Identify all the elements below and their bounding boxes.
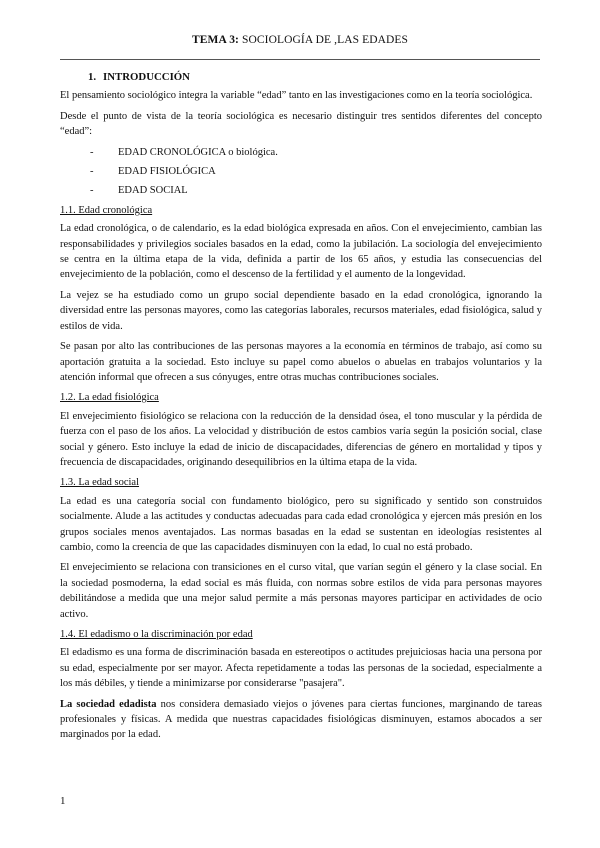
age-types-list	[60, 145, 542, 199]
paragraph: La edad cronológica, o de calendario, es la edad biológica expresada en años. Con el envejecimiento, cambian las responsabilidades y privilegios sociales basados en la edad, como la jubilación. La sociología del envejecimiento se centra en la última etapa de la vida, definida a partir de los 65 años, y estudia las consecuencias del envejecimiento de la población, como el descenso de la fertilidad y el aumento de la longevidad.	[60, 223, 542, 281]
subsection-heading-edad-cronologica: 1.1. Edad cronológica	[60, 204, 153, 216]
paragraph: La vejez se ha estudiado como un grupo social dependiente basado en la edad cronológica, ignorando la diversidad entre las personas mayores, como las categorías laborales, recursos materiales, edad fisiológica, salud y estilos de vida.	[60, 289, 542, 332]
subsection-heading-edad-social: 1.3. La edad social	[60, 477, 140, 489]
paragraph: El envejecimiento fisiológico se relaciona con la reducción de la densidad ósea, el tono muscular y la pérdida de fuerza con el paso de los años. La velocidad y distribución de estos cambios varía según la posición social, clase social y género. Esto incluye la edad de inicio de discapacidades, diferencias de género en mortalidad y tipos y frecuencia de discapacidades, originando desequilibrios en la última etapa de la vida.	[60, 410, 542, 468]
header-topic-title: SOCIOLOGÍA DE ,LAS EDADES	[239, 34, 409, 46]
bold-term: La sociedad edadista	[60, 698, 157, 710]
list-dash: -	[90, 166, 94, 178]
page-number: 1	[60, 795, 66, 807]
paragraph-text: nos considera demasiado viejos o jóvenes para ciertas funciones, marginando de tareas profesionales y físicas. A medida que nuestras capacidades fisiológicas disminuyen, estamos abocados a ser marginados por la edad.	[60, 698, 543, 741]
header-topic-number: TEMA 3:	[191, 34, 239, 46]
list-item	[60, 164, 542, 179]
list-dash: -	[90, 185, 94, 197]
section-heading-introduccion	[88, 70, 542, 85]
paragraph: Desde el punto de vista de la teoría sociológica es necesario distinguir tres sentidos diferentes del concepto “edad”:	[60, 110, 542, 138]
subsection-heading-edad-fisiologica: 1.2. La edad fisiológica	[60, 392, 159, 404]
paragraph: El envejecimiento se relaciona con transiciones en el curso vital, que varían según el género y la clase social. En la sociedad posmoderna, la edad social es más fluida, con normas sobre estilos de vida para personas mayores debilitándose a medida que una mejor salud permite a más personas mayores participar en actividades de ocio activo.	[60, 562, 542, 620]
section-number: 1.	[88, 71, 97, 83]
paragraph: La edad es una categoría social con fundamento biológico, pero su significado y sentido son construidos socialmente. Alude a las actitudes y conductas adecuadas para cada edad cronológica y ejercen más presión en los grupos sociales menos aventajados. Las normas basadas en la edad se sustentan en ideologías resistentes al cambio, como la creencia de que las capacidades disminuyen con la edad, lo cual no está probado.	[60, 495, 542, 553]
paragraph: El edadismo es una forma de discriminación basada en estereotipos o actitudes prejuiciosas hacia una persona por su edad, especialmente por ser mayor. Afecta repetidamente a todas las personas de la sociedad, especialmente a los más débiles, y tiende a minimizarse por considerarse "pasajera".	[60, 647, 542, 690]
subsection-heading-edadismo: 1.4. El edadismo o la discriminación por edad	[60, 629, 253, 640]
page-header	[0, 34, 600, 46]
list-item	[60, 145, 542, 160]
list-item-text: EDAD SOCIAL	[118, 185, 188, 197]
header-divider	[60, 59, 540, 60]
paragraph	[60, 697, 542, 743]
paragraph: El pensamiento sociológico integra la variable “edad” tanto en las investigaciones como en la teoría sociológica.	[60, 90, 533, 102]
section-title: INTRODUCCIÓN	[103, 71, 190, 83]
list-item	[60, 183, 542, 198]
paragraph: Se pasan por alto las contribuciones de las personas mayores a la economía en términos de trabajo, así como su aportación gratuita a la sociedad. Esto incluye su papel como abuelos o abuelas en trabajos voluntarios y la atención informal que ofrecen a sus cónyuges, entre otras muchas contribuciones sociales.	[60, 341, 542, 383]
list-item-text: EDAD FISIOLÓGICA	[118, 166, 216, 178]
list-dash: -	[90, 146, 94, 158]
list-item-text: EDAD CRONOLÓGICA o biológica.	[118, 146, 278, 158]
document-body	[60, 70, 542, 748]
